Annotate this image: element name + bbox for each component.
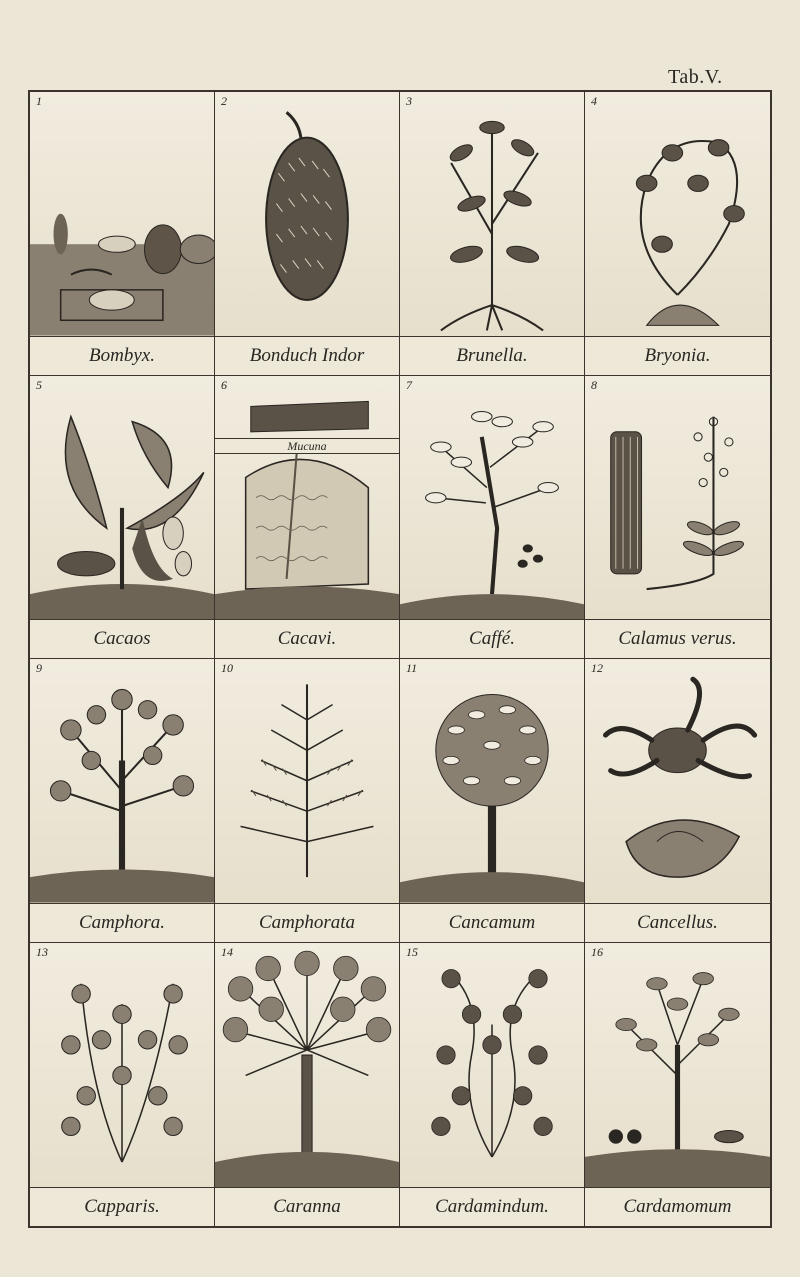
- plate-caption: Bryonia.: [585, 336, 770, 375]
- cardamindum-illustration: [400, 943, 584, 1188]
- camphorata-illustration: [215, 659, 399, 903]
- plate-cell-calamus: [585, 376, 770, 660]
- plate-number: 12: [591, 661, 603, 675]
- plate-caption: Bonduch Indor: [215, 336, 399, 375]
- plate-number: 10: [221, 661, 233, 675]
- capparis-illustration: [30, 943, 214, 1188]
- bombyx-illustration: [30, 92, 214, 336]
- calamus-illustration: [585, 376, 770, 620]
- plate-number: 7: [406, 377, 412, 392]
- plate-caption: Cardamindum.: [400, 1187, 584, 1226]
- cancamum-illustration: [400, 659, 584, 903]
- plate-cell-capparis: [30, 943, 215, 1227]
- plate-caption: Cancamum: [400, 903, 584, 942]
- plate-caption: Bombyx.: [30, 336, 214, 375]
- plate-caption: Calamus verus.: [585, 619, 770, 658]
- plate-number: 6: [221, 377, 227, 392]
- plate-caption: Cardamomum: [585, 1187, 770, 1226]
- bonduch-illustration: [215, 92, 399, 336]
- plate-cell-cardamomum: [585, 943, 770, 1227]
- plate-title: Tab.V.: [668, 66, 723, 88]
- plate-cell-bonduch: [215, 92, 400, 376]
- plate-number: 14: [221, 944, 233, 959]
- plate-number: 3: [406, 94, 412, 108]
- plate-cell-caranna: [215, 943, 400, 1227]
- plate-number: 11: [406, 661, 418, 675]
- plate-caption: Caffé.: [400, 619, 584, 658]
- plate-number: 5: [36, 377, 42, 392]
- plate-caption: Cacaos: [30, 619, 214, 658]
- plate-number: 8: [591, 377, 597, 392]
- brunella-illustration: [400, 92, 584, 336]
- caranna-illustration: [215, 943, 399, 1188]
- plate-caption: Caranna: [215, 1187, 399, 1226]
- engraving-plate-grid: [28, 90, 772, 1228]
- plate-cell-cacaos: [30, 376, 215, 660]
- plate-cell-cancamum: [400, 659, 585, 943]
- cardamomum-illustration: [585, 943, 770, 1188]
- plate-number: 4: [591, 94, 597, 108]
- cacavi-illustration: [215, 376, 399, 620]
- plate-number: 15: [406, 944, 418, 959]
- plate-number: 16: [591, 944, 603, 959]
- plate-caption: Brunella.: [400, 336, 584, 375]
- plate-cell-cancellus: [585, 659, 770, 943]
- cancellus-illustration: [585, 659, 770, 903]
- plate-caption: Camphorata: [215, 903, 399, 942]
- plate-number: 2: [221, 94, 227, 108]
- plate-caption: Capparis.: [30, 1187, 214, 1226]
- plate-cell-bryonia: [585, 92, 770, 376]
- plate-cell-cardamindum: [400, 943, 585, 1227]
- plate-caption: Cacavi.: [215, 619, 399, 658]
- plate-cell-caffe: [400, 376, 585, 660]
- bryonia-illustration: [585, 92, 770, 336]
- plate-number: 9: [36, 661, 42, 675]
- plate-caption: Cancellus.: [585, 903, 770, 942]
- cacaos-illustration: [30, 376, 214, 620]
- plate-cell-camphora: [30, 659, 215, 943]
- plate-cell-camphorata: [215, 659, 400, 943]
- plate-subcaption: Mucuna: [215, 438, 399, 454]
- plate-cell-cacavi: [215, 376, 400, 660]
- caffe-illustration: [400, 376, 584, 620]
- plate-caption: Camphora.: [30, 903, 214, 942]
- plate-number: 13: [36, 944, 48, 959]
- plate-cell-brunella: [400, 92, 585, 376]
- plate-number: 1: [36, 94, 42, 108]
- plate-cell-bombyx: [30, 92, 215, 376]
- camphora-illustration: [30, 659, 214, 903]
